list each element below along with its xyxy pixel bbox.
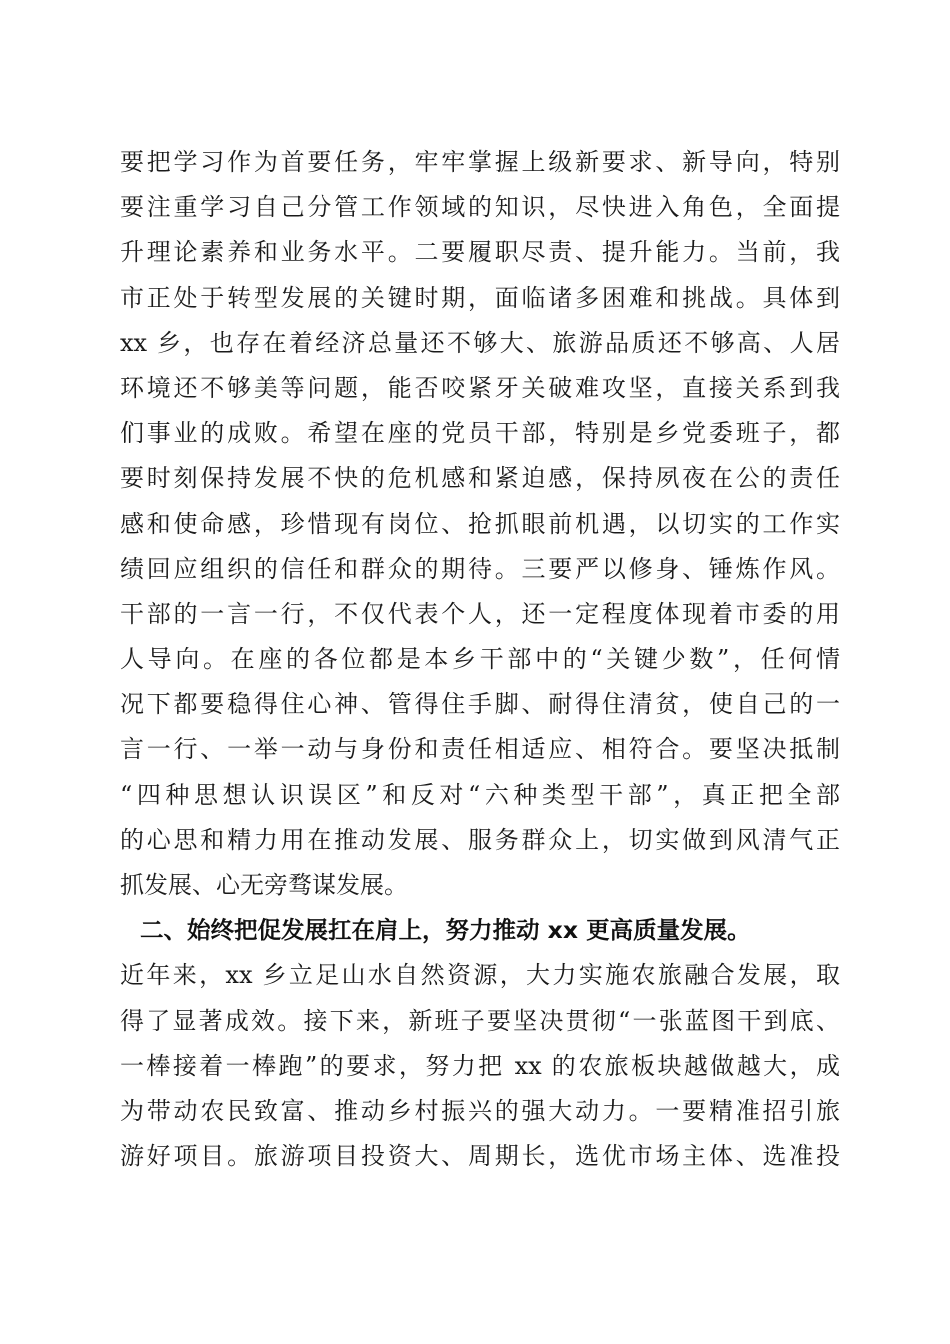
paragraph-line: 要时刻保持发展不快的危机感和紧迫感，保持夙夜在公的责任: [120, 464, 840, 493]
paragraph-line: 的心思和精力用在推动发展、服务群众上，切实做到风清气正: [120, 825, 840, 854]
paragraph-line: 们事业的成败。希望在座的党员干部，特别是乡党委班子，都: [120, 419, 840, 448]
paragraph-line: 一棒接着一棒跑”的要求，努力把 xx 的农旅板块越做越大，成: [120, 1051, 840, 1080]
paragraph-line: 要把学习作为首要任务，牢牢掌握上级新要求、新导向，特别: [120, 148, 840, 176]
paragraph-line: 要注重学习自己分管工作领域的知识，尽快进入角色，全面提: [120, 193, 840, 222]
paragraph-line: 言一行、一举一动与身份和责任相适应、相符合。要坚决抵制: [120, 735, 840, 764]
paragraph-line: 环境还不够美等问题，能否咬紧牙关破难攻坚，直接关系到我: [120, 373, 840, 402]
paragraph-line: 市正处于转型发展的关键时期，面临诸多困难和挑战。具体到: [120, 283, 840, 312]
document-body: [120, 140, 840, 1179]
paragraph-line: 干部的一言一行，不仅代表个人，还一定程度体现着市委的用: [120, 599, 840, 628]
paragraph-line: 游好项目。旅游项目投资大、周期长，选优市场主体、选准投: [120, 1142, 840, 1171]
paragraph-line: “四种思想认识误区”和反对“六种类型干部”，真正把全部: [120, 780, 840, 809]
paragraph-line: 抓发展、心无旁骛谋发展。: [120, 871, 408, 899]
section-heading: 二、始终把促发展扛在肩上，努力推动 xx 更高质量发展。: [140, 916, 751, 945]
paragraph-line: 为带动农民致富、推动乡村振兴的强大动力。一要精准招引旅: [120, 1096, 840, 1125]
paragraph-line: 绩回应组织的信任和群众的期待。三要严以修身、锤炼作风。: [120, 554, 840, 583]
paragraph-line: 人导向。在座的各位都是本乡干部中的“关键少数”，任何情: [120, 645, 840, 674]
paragraph-line: 升理论素养和业务水平。二要履职尽责、提升能力。当前，我: [120, 238, 840, 267]
paragraph-line: 得了显著成效。接下来，新班子要坚决贯彻“一张蓝图干到底、: [120, 1006, 840, 1035]
paragraph-line: 况下都要稳得住心神、管得住手脚、耐得住清贫，使自己的一: [120, 690, 840, 719]
paragraph-line: xx 乡，也存在着经济总量还不够大、旅游品质还不够高、人居: [120, 328, 840, 357]
paragraph-line: 感和使命感，珍惜现有岗位、抢抓眼前机遇，以切实的工作实: [120, 509, 840, 538]
paragraph-line: 近年来，xx 乡立足山水自然资源，大力实施农旅融合发展，取: [120, 961, 840, 990]
